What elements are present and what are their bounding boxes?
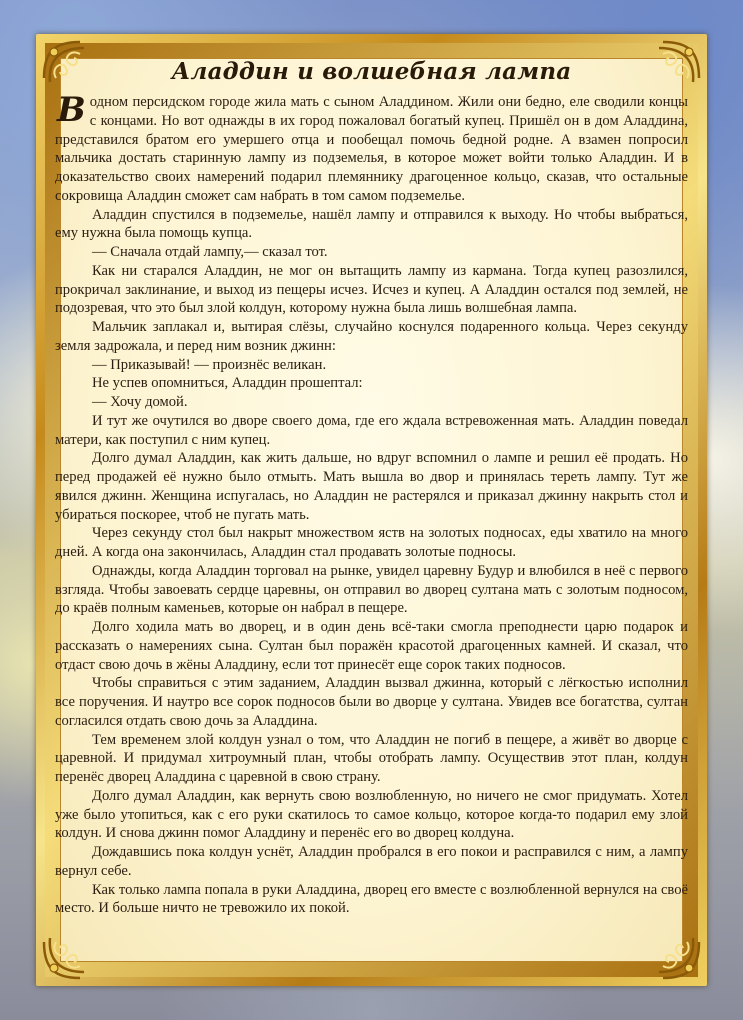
drop-cap: В [57,90,86,130]
corner-ornament-icon [647,926,703,982]
story-paragraph: Мальчик заплакал и, вытирая слёзы, случайно коснулся подаренного кольца. Через секунду земля задрожала, и перед ним возник джинн: [55,319,688,354]
story-paragraph: Тем временем злой колдун узнал о том, что Аладдин не погиб в пещере, а живёт во дворце с царевной. И придумал хитроумный план, чтобы отобрать лампу. Осуществив этот план, колдун перенёс дворец Аладдина с царевной в свою страну. [55,731,688,785]
story-paragraph: Долго думал Аладдин, как вернуть свою возлюбленную, но ничего не смог придумать. Хотел уже было утопиться, как с его руки скатилось то самое кольцо, которое когда-то подарил ему злой колдун. И снова джинн помог Аладдину и перенёс его во дворец колдуна. [55,787,688,842]
story-paragraph: Через секунду стол был накрыт множеством яств на золотых подносах, еды хватило на много дней. А когда она закончилась, Аладдин стал продавать золотые подносы. [55,525,688,560]
story-paragraph: Чтобы справиться с этим заданием, Аладдин вызвал джинна, который с лёгкостью исполнил все поручения. И наутро все сорок подносов были во дворце у султана. Увидев все богатства, султан согласился отдать свою дочь за Аладдина. [55,675,688,729]
first-paragraph [55,90,688,206]
paragraph-text: одном персидском городе жила мать с сыном Аладдином. Жили они бедно, еле сводили концы с концами. Но вот однажды в их город пожаловал богатый купец. Пришёл он в дом Аладдина, представился братом его умершего отца и пообещал помочь бедной родне. А взамен попросил мальчика достать старинную лампу из подземелья, в которое может войти только Аладдин. И в доказательство своих намерений подарил племяннику драгоценное кольцо, сказав, что остальные сокровища Аладдин сможет сам набрать в том самом подземелье. [55,94,688,204]
story-paragraph: — Приказывай! — произнёс великан. [92,356,327,373]
story-paragraph: — Хочу домой. [92,394,188,410]
story-paragraph: Дождавшись пока колдун уснёт, Аладдин пробрался в его покои и расправился с ним, а лампу вернул себе. [55,844,688,879]
corner-ornament-icon [40,926,96,982]
story-paragraph: — Сначала отдай лампу,— сказал тот. [92,244,328,260]
story-paragraph: Аладдин спустился в подземелье, нашёл лампу и отправился к выходу. Но чтобы выбраться, ему нужна была помощь купца. [55,206,688,242]
story-paragraph: Как ни старался Аладдин, не мог он вытащить лампу из кармана. Тогда купец разозлился, прокричал заклинание, и выход из пещеры исчез. Исчез и купец. А Аладдин остался под землей, не подозревая, что это был злой колдун, которому нужна была лишь волшебная лампа. [55,262,688,317]
page-title: Аладдин и волшебная лампа [171,58,572,85]
story-paragraph: Как только лампа попала в руки Аладдина, дворец его вместе с возлюбленной вернулся на своё место. И больше ничто не тревожило их покой. [55,881,688,917]
story-paragraph: Долго ходила мать во дворец, и в один день всё-таки смогла преподнести царю подарок и рассказать о намерениях сына. Султан был поражён красотой драгоценных камней. И сказал, что отдаст свою дочь в жёны Аладдину, если тот принесёт еще сорок таких подносов. [55,619,688,673]
story-body [55,90,688,918]
story-paragraph: И тут же очутился во дворе своего дома, где его ждала встревоженная мать. Аладдин поведал матери, как поступил с ним купец. [55,412,688,448]
story-paragraph: Долго думал Аладдин, как жить дальше, но вдруг вспомнил о лампе и решил её продать. Но перед продажей её нужно было отмыть. Мать вышла во двор и принялась тереть лампу. Тут же явился джинн. Женщина испугалась, но Аладдин не растерялся и приказал джинну накрыть стол и убираться поскорее, чтоб не пугать мать. [55,450,688,523]
story-content [55,58,688,918]
story-paragraph: Однажды, когда Аладдин торговал на рынке, увидел царевну Будур и влюбился в неё с первого взгляда. Чтобы завоевать сердце царевны, он отправил во дворец султана мать с золотым подносом, до краёв полным каменьев, которые он набрал в пещере. [55,562,688,617]
story-paragraph: Не успев опомниться, Аладдин прошептал: [92,375,363,392]
